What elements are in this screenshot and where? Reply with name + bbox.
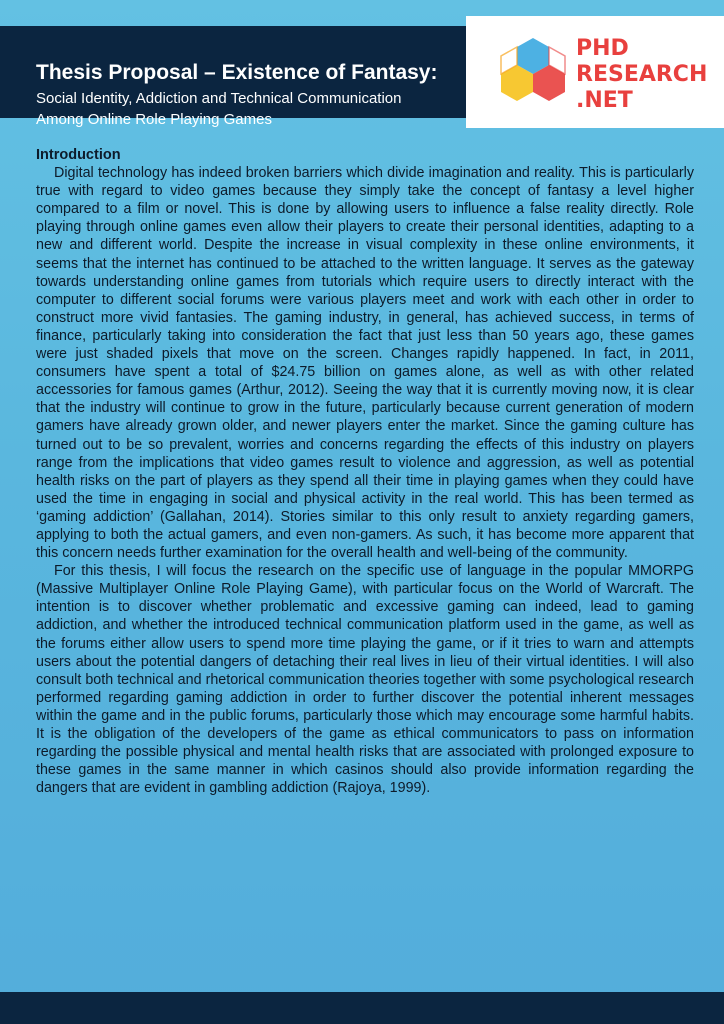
section-heading: Introduction (36, 147, 121, 163)
document-body (36, 146, 694, 797)
page-title: Thesis Proposal – Existence of Fantasy: (36, 61, 438, 84)
subtitle-line-1: Social Identity, Addiction and Technical Communication (36, 90, 402, 107)
logo-line-2: RESEARCH (576, 62, 708, 87)
logo-wordmark (576, 36, 707, 114)
footer-band (0, 992, 724, 1024)
logo-line-1: PHD (576, 36, 629, 61)
paragraph-2: For this thesis, I will focus the research on the specific use of language in the popular MMORPG (Massive Multiplayer Online Role Playing Game), with particular focus on the World of Warcraft. The intention is to discover whether problematic and excessive gaming can indeed, lead to gaming addiction, and whether the introduced technical communication platform used in the game, as well as the forums either allow users to spend more time playing the game, or if it tries to warn and attempts users about the potential dangers of detaching their real lives in lieu of their virtual identities. I will also consult both technical and rhetorical communication theories together with some psychological research performed regarding gaming addiction in order to further discover the potential inherent messages within the game and in the public forums, particularly those which may encourage some harmful habits. It is the obligation of the developers of the game as ethical communicators to pass on information regarding the possible physical and mental health risks that are associated with prolonged exposure to these games in the same manner in which casinos should also provide information regarding the dangers that are evident in gambling addiction (Rajoya, 1999). (36, 563, 694, 797)
subtitle-line-2: Among Online Role Playing Games (36, 111, 272, 128)
header-text (36, 60, 466, 130)
page-subtitle (36, 88, 466, 130)
hexagon-logo-icon (494, 36, 572, 110)
logo-line-3: .NET (576, 88, 633, 113)
paragraph-1: Digital technology has indeed broken barriers which divide imagination and reality. This is particularly true with regard to video games because they simply take the concept of fantasy a level higher compared to a film or novel. This is done by allowing users to influence a false reality directly. Role playing through online games even allow their players to create their personal identities, adapting to a new and different world. Despite the increase in visual complexity in these online environments, it seems that the internet has continued to be attached to the written language. It serves as the gateway towards understanding online games from tutorials which require users to directly interact with the computer to different social forums were various players meet and work with each other in order to construct more vivid fantasies. The gaming industry, in general, has achieved success, in terms of finance, particularly taking into consideration the fact that just less than 50 years ago, these games were just shaded pixels that move on the screen. Changes rapidly happened. In fact, in 2011, consumers have spent a total of $24.75 billion on games alone, as well as with other related accessories for famous games (Arthur, 2012). Seeing the way that it is currently moving now, it is clear that the industry will continue to grow in the future, particularly because current generation of modern gamers have already grown older, and newer players enter the market. Since the gaming culture has turned out to be so prevalent, worries and concerns regarding the effects of this industry on players range from the implications that video games result to violence and aggression, as well as potential health risks on the part of players as they spend all their time in playing games when they could have used the time in engaging in social and physical activity in the real world. This has been termed as ‘gaming addiction’ (Gallahan, 2014). Stories similar to this only result to anxiety regarding gamers, applying to both the actual gamers, and even non-gamers. As such, it has become more apparent that this concern needs further examination for the overall health and well-being of the community. (36, 165, 694, 562)
logo (466, 16, 724, 128)
